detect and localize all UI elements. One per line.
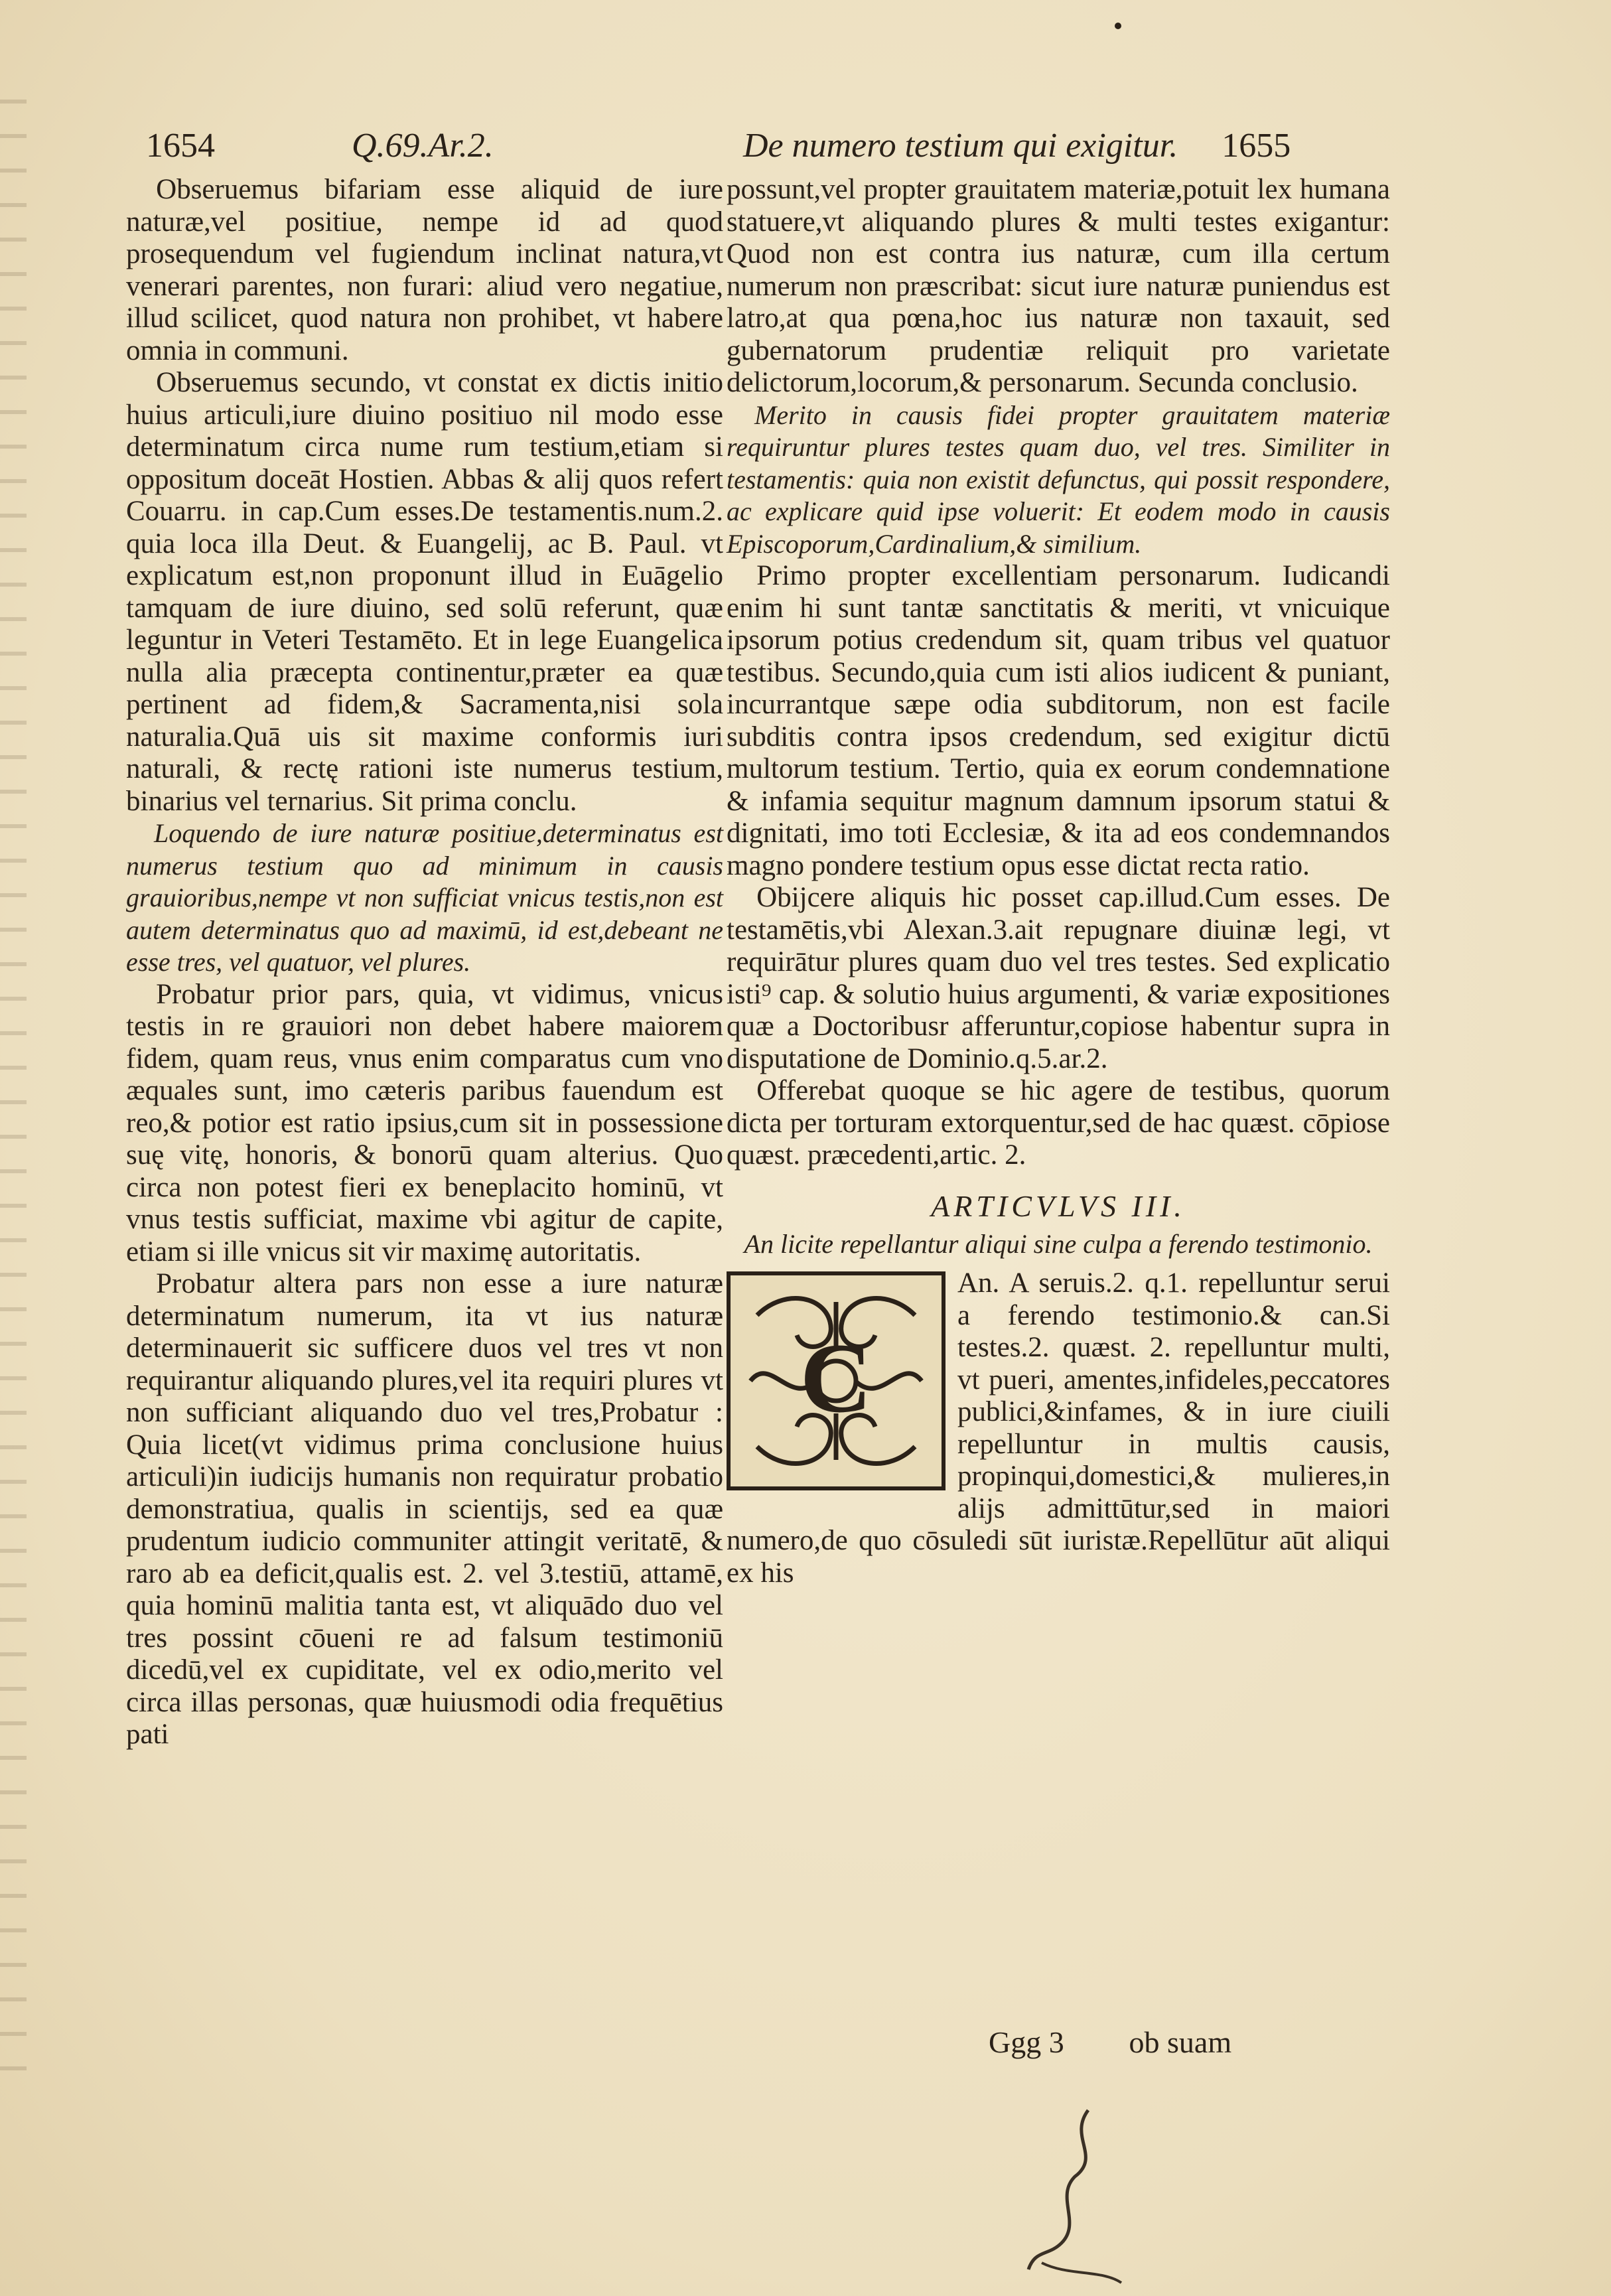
left-running-head: Q.69.Ar.2. <box>352 127 494 165</box>
paragraph: Probatur altera pars non esse a iure naturæ determinatum numerum, ita vt ius naturæ determinauerit sic sufficere duos vel tres vt non requirantur aliquando plures,vel ita requiri plures vt non sufficiant aliquando duo vel tres,Probatur : Quia licet(vt vidimus prima conclusione huius articuli)in iudicijs humanis non requiratur probatio demonstratiua, qualis in scientijs, sed ea quæ prudentum iudicio communiter attingit veritatē, & raro ab ea deficit,qualis est. 2. vel 3.testiū, attamē, quia hominū malitia tanta est, vt aliquādo duo vel tres possint cōueni re ad falsum testimoniū dicedū,vel ex cupiditate, vel ex odio,merito vel circa illas personas, quæ huiusmodi odia frequētius pati <box>126 1268 723 1750</box>
paragraph: Obseruemus bifariam esse aliquid de iure naturæ,vel positiue, nempe id ad quod prosequendum vel fugiendum inclinat natura,vt venerari parentes, non furari: aliud vero negatiue, illud scilicet, quod natura non prohibet, vt habere omnia in communi. <box>126 174 723 366</box>
left-page-number: 1654 <box>146 127 215 165</box>
ink-dot <box>1115 23 1121 29</box>
right-running-head: De numero testium qui exigitur. <box>743 127 1178 165</box>
right-header <box>743 119 1433 173</box>
drop-cap-letter: C <box>800 1323 873 1433</box>
left-header <box>146 119 743 173</box>
paragraph: possunt,vel propter grauitatem materiæ,potuit lex humana statuere,vt aliquando plures & multi testes exigantur: Quod non est contra ius naturæ, cum illa certum numerum non præscribat: sicut iure naturæ puniendus est latro,at qua pœna,hoc ius naturæ non taxauit, sed gubernatorum prudentiæ reliquit pro varietate delictorum,locorum,& personarum. Secunda conclusio. <box>727 174 1390 398</box>
paragraph: Loquendo de iure naturæ positiue,determinatus est numerus testium quo ad minimum in causis grauioribus,nempe vt non sufficiat vnicus testis,non est autem determinatus quo ad maximū, id est,debeant ne esse tres, vel quatuor, vel plures. <box>126 818 723 977</box>
left-column <box>126 174 723 1751</box>
paragraph: Obijcere aliquis hic posset cap.illud.Cum esses. De testamētis,vbi Alexan.3.ait repugnare diuinæ legi, vt requirātur plures quam duo vel tres testes. Sed explicatio isti⁹ cap. & solutio huius argumenti, & variæ expositiones quæ a Doctoribusr afferuntur,copiose habentur supra in disputatione de Dominio.q.5.ar.2. <box>727 882 1390 1074</box>
article-body-text: An. A seruis.2. q.1. repelluntur serui a ferendo testimonio.& can.Si testes.2. quæst. 2. repelluntur multi, vt pueri, amentes,infideles,peccatores publici,&infames, & in iure ciuili repelluntur in multis causis, propinqui,domestici,& mulieres,in alijs admittūtur,sed in maiori numero,de quo cōsuledi sūt iuristæ.Repellūtur aūt aliqui ex his <box>727 1267 1390 1589</box>
catchword: ob suam <box>1129 2025 1232 2059</box>
article-body <box>727 1267 1390 1589</box>
paragraph: Obseruemus secundo, vt constat ex dictis initio huius articuli,iure diuino positiuo nil modo esse determinatum circa nume rum testium,etiam si oppositum doceāt Hostien. Abbas & alij quos refert Couarru. in cap.Cum esses.De testamentis.num.2. quia loca illa Deut. & Euangelij, ac B. Paul. vt explicatum est,non proponunt illud in Euāgelio tamquam de iure diuino, sed solū referunt, quæ leguntur in Veteri Testamēto. Et in lege Euangelica nulla alia præcepta continentur,præter ea quæ pertinent ad fidem,& Sacramenta,nisi sola naturalia.Quā uis sit maxime conformis iuri naturali, & rectę rationi iste numerus testium, binarius vel ternarius. Sit prima conclu. <box>126 367 723 817</box>
paragraph: Probatur prior pars, quia, vt vidimus, vnicus testis in re grauiori non debet habere maiorem fidem, quam reus, vnus enim comparatus cum vno æquales sunt, imo cæteris paribus fauendum est reo,& potior est ratio ipsius,cum sit in possessione suę vitę, honoris, & bonorū quam alterius. Quo circa non potest fieri ex beneplacito hominū, vt vnus testis sufficiat, maxime vbi agitur de capite, etiam si ille vnicus sit vir maximę autoritatis. <box>126 978 723 1267</box>
paragraph: Primo propter excellentiam personarum. Iudicandi enim hi sunt tantæ sanctitatis & meriti, vt vnicuique ipsorum potius credendum sit, quam tribus vel quatuor testibus. Secundo,quia cum isti alios iudicent & puniant, incurrantque sæpe odia subditorum, non est facile subditis contra ipsos credendum, sed exigitur dictū multorum testium. Tertio, quia ex eorum condemnatione & infamia sequitur magnum damnum ipsorum statui & dignitati, imo toti Ecclesiæ, & ita ad eos condemnandos magno pondere testium opus esse dictat recta ratio. <box>727 560 1390 881</box>
article-heading: ARTICVLVS III. <box>931 1188 1186 1223</box>
article-question: An licite repellantur aliqui sine culpa a ferendo testimonio. <box>744 1229 1373 1259</box>
drop-cap <box>727 1271 946 1490</box>
ink-scribble-icon <box>1022 2097 1128 2289</box>
ornament-icon <box>731 1275 942 1486</box>
signature-mark: Ggg 3 <box>989 2025 1064 2059</box>
page-footer <box>989 2024 1320 2061</box>
margin-bleed-through <box>0 100 27 2090</box>
paragraph: Merito in causis fidei propter grauitatem materiæ requiruntur plures testes quam duo, vel tres. Similiter in testamentis: quia non existit defunctus, qui possit respondere, ac explicare quid ipse voluerit: Et eodem modo in causis Episcoporum,Cardinalium,& similium. <box>727 399 1390 559</box>
paragraph: Offerebat quoque se hic agere de testibus, quorum dicta per torturam extorquentur,sed de hac quæst. cōpiose quæst. præcedenti,artic. 2. <box>727 1075 1390 1171</box>
right-page-number: 1655 <box>1222 127 1291 165</box>
right-column <box>727 174 1390 1589</box>
